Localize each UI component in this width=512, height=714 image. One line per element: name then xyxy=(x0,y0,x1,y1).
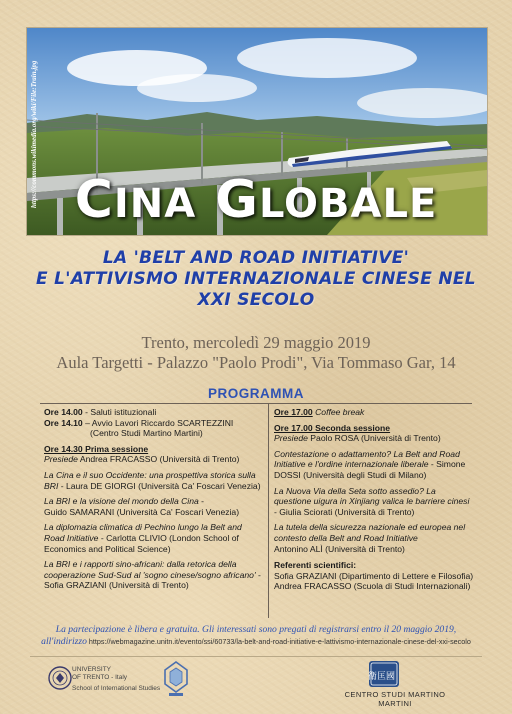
event-date: Trento, mercoledì 29 maggio 2019 xyxy=(141,333,371,352)
seal-lettering: 衛匡國 xyxy=(368,672,396,682)
session-2-title: Ore 17.00 Seconda sessione xyxy=(274,422,391,433)
session-1-chair xyxy=(44,454,262,465)
welcome-time: Ore 14.00 xyxy=(44,407,83,417)
subtitle-line-2: E L'ATTIVISMO INTERNAZIONALE CINESE NEL xyxy=(36,269,476,289)
opening-time: Ore 14.10 xyxy=(44,417,83,428)
event-venue: Aula Targetti - Palazzo "Paolo Prodi", Via Tommaso Gar, 14 xyxy=(56,353,456,372)
talk-3-title: La diplomazia climatica di Pechino lungo la Belt and Road Initiative xyxy=(44,522,242,543)
opening-text: – Avvio Lavori Riccardo SCARTEZZINI xyxy=(82,417,234,428)
referent-2: Andrea FRACASSO (Scuola di Studi Internazionali) xyxy=(274,581,471,592)
programma-divider xyxy=(40,403,472,404)
subtitle-line-3: XXI SECOLO xyxy=(197,290,315,310)
subtitle-line-1: LA 'BELT AND ROAD INITIATIVE' xyxy=(102,248,410,268)
title-ina: INA xyxy=(113,181,197,227)
talk-1-speaker: - Laura DE GIORGI (Università Ca' Foscari Venezia) xyxy=(58,480,261,491)
session-1-chair-label: Presiede xyxy=(44,454,78,465)
talk-6 xyxy=(274,486,474,518)
talk-7-title: La tutela della sicurezza nazionale ed europea nel contesto della Belt and Road Initiative xyxy=(274,522,466,543)
talk-4-title: La BRI e i rapporti sino-africani: dalla retorica della cooperazione Sud-Sud al 'sogno cinese/sogno africano' xyxy=(44,559,256,580)
talk-2-title: La BRI e la visione del mondo della Cina xyxy=(44,496,199,507)
talk-5 xyxy=(274,449,474,481)
notice-address-label: all'indirizzo xyxy=(41,636,87,647)
registration-link[interactable]: https://webmagazine.unitn.it/evento/ssi/60733/la-belt-and-road-initiative-e-lattivismo-internazionale-cinese-del-xxi-secolo xyxy=(86,637,471,646)
talk-7 xyxy=(274,522,474,554)
talk-6-speaker: - Giulia Sciorati (Università di Trento) xyxy=(274,506,415,517)
title-g: G xyxy=(215,170,259,230)
session-1-chair-name: Andrea FRACASSO (Università di Trento) xyxy=(77,454,240,465)
unitn-line-1: UNIVERSITY xyxy=(72,666,112,673)
talk-1 xyxy=(44,470,262,491)
unitn-line-2: OF TRENTO - Italy xyxy=(72,674,128,681)
talk-3 xyxy=(44,522,262,554)
talk-2-speaker: Guido SAMARANI (Università Ca' Foscari Venezia) xyxy=(44,506,240,517)
referents-heading: Referenti scientifici: xyxy=(274,560,357,571)
session-2-chair-label: Presiede xyxy=(274,433,308,444)
notice-line-2 xyxy=(22,636,490,648)
talk-7-speaker: Antonino ALÌ (Università di Trento) xyxy=(274,543,405,554)
footer-divider xyxy=(30,656,482,657)
talk-5-title: Contestazione o adattamento? La Belt and Road Initiative e l'ordine internazionale liberale xyxy=(274,448,460,470)
registration-notice xyxy=(22,624,490,648)
coffee-time: Ore 17.00 xyxy=(274,407,313,417)
unitn-line-3: School of International Studies xyxy=(72,685,161,692)
talk-4 xyxy=(44,559,262,591)
session-1-heading xyxy=(44,444,262,455)
title-c: C xyxy=(74,170,114,230)
main-title xyxy=(26,170,486,230)
subtitle xyxy=(30,248,482,311)
csmm-wordmark: CENTRO STUDI MARTINO MARTINI xyxy=(344,690,446,708)
talk-5-speaker: - Simone DOSSI (Università degli Studi di Milano) xyxy=(274,459,466,480)
agenda-item-opening xyxy=(44,418,262,439)
session-1-title: Ore 14.30 Prima sessione xyxy=(44,443,149,454)
program-right-column xyxy=(274,407,474,592)
coffee-text: Coffee break xyxy=(312,407,365,417)
programma-heading: PROGRAMMA xyxy=(208,386,304,401)
talk-6-title: La Nuova Via della Seta sotto assedio? La questione uigura in Xinjiang valica le barriere cinesi xyxy=(274,485,470,507)
photo-credit: https://commons.wikimedia.org/wiki/File:Train.jpg xyxy=(30,60,38,208)
talk-4-speaker: - Sofia GRAZIANI (Università di Trento) xyxy=(44,569,261,591)
session-2-heading xyxy=(274,423,474,434)
referent-1: Sofia GRAZIANI (Dipartimento di Lettere e Filosofia) xyxy=(274,570,474,581)
agenda-item-welcome xyxy=(44,407,262,418)
talk-1-title: La Cina e il suo Occidente: una prospettiva storica sulla BRI xyxy=(44,469,256,491)
talk-3-speaker: - Carlotta CLIVIO (London School of Economics and Political Science) xyxy=(44,532,239,554)
notice-line-1: La partecipazione è libera e gratuita. Gli interessati sono pregati di registrarsi entro il 20 maggio 2019, xyxy=(55,624,457,635)
scientific-referents xyxy=(274,560,474,592)
talk-2 xyxy=(44,496,262,517)
welcome-text: - Saluti istituzionali xyxy=(82,407,157,417)
column-divider xyxy=(268,404,269,618)
title-lobale: LOBALE xyxy=(258,181,438,227)
session-2-chair xyxy=(274,433,474,444)
coffee-break xyxy=(274,407,474,418)
sis-logo-icon xyxy=(163,660,189,698)
session-2-chair-name: Paolo ROSA (Università di Trento) xyxy=(307,433,441,444)
unitn-wordmark xyxy=(72,666,160,693)
talk-2-separator: - xyxy=(198,496,205,507)
opening-affiliation: (Centro Studi Martino Martini) xyxy=(90,428,203,439)
program-left-column xyxy=(44,407,262,596)
